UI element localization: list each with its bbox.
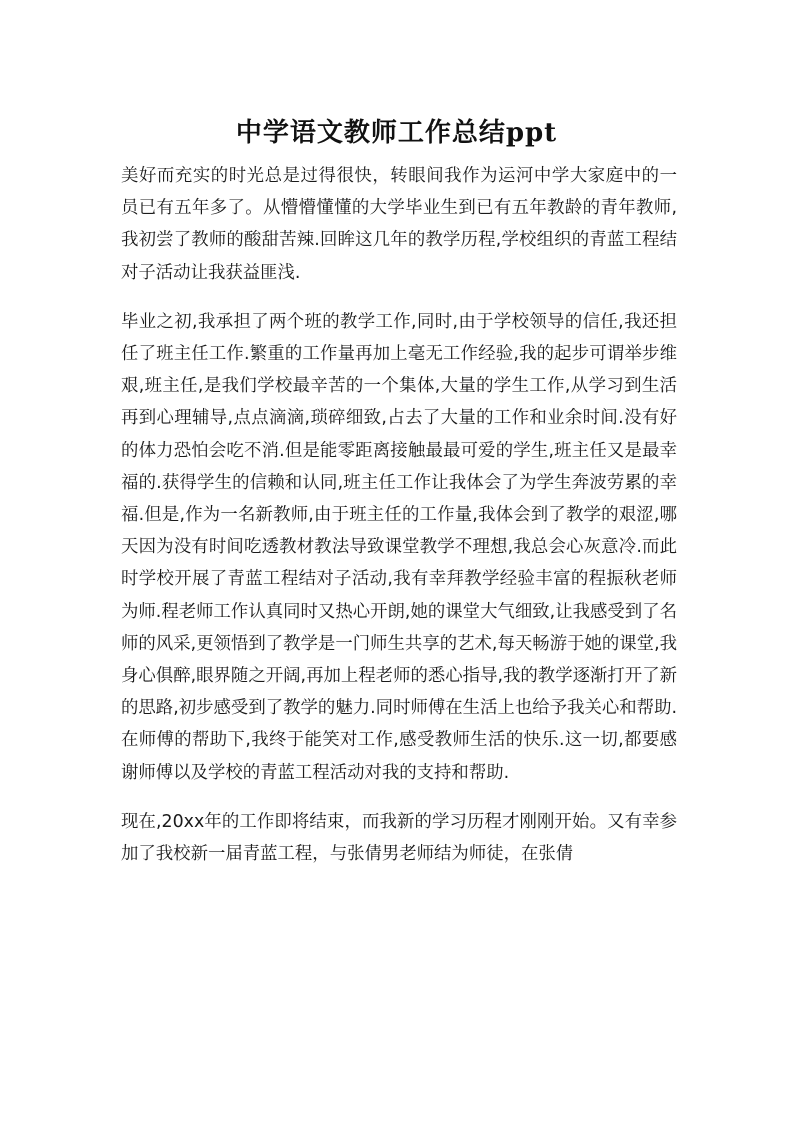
paragraph-graduation: 毕业之初,我承担了两个班的教学工作,同时,由于学校领导的信任,我还担任了班主任工作.繁重的工作量再加上毫无工作经验,我的起步可谓举步维艰,班主任,是我们学校最辛苦的一个集体,大量的学生工作,从学习到生活再到心理辅导,点点滴滴,琐碎细致,占去了大量的工作和业余时间.没有好的体力恐怕会吃不消.但是能零距离接触最最可爱的学生,班主任又是最幸福的.获得学生的信赖和认同,班主任工作让我体会了为学生奔波劳累的幸福.但是,作为一名新教师,由于班主任的工作量,我体会到了教学的艰涩,哪天因为没有时间吃透教材教法导致课堂教学不理想,我总会心灰意冷.而此时学校开展了青蓝工程结对子活动,我有幸拜教学经验丰富的程振秋老师为师.程老师工作认真同时又热心开朗,她的课堂大气细致,让我感受到了名师的风采,更领悟到了教学是一门师生共享的艺术,每天畅游于她的课堂,我身心俱醉,眼界随之开阔,再加上程老师的悉心指导,我的教学逐渐打开了新的思路,初步感受到了教学的魅力.同时师傅在生活上也给予我关心和帮助.在师傅的帮助下,我终于能笑对工作,感受教师生活的快乐.这一切,都要感谢师傅以及学校的青蓝工程活动对我的支持和帮助. xyxy=(121,311,678,783)
paragraph-intro: 美好而充实的时光总是过得很快，转眼间我作为运河中学大家庭中的一员已有五年多了。从懵懵懂懂的大学毕业生到已有五年教龄的青年教师,我初尝了教师的酸甜苦辣.回眸这几年的教学历程,学校组织的青蓝工程结对子活动让我获益匪浅. xyxy=(121,166,677,283)
paragraph-current: 现在,20xx年的工作即将结束，而我新的学习历程才刚刚开始。又有幸参加了我校新一届青蓝工程，与张倩男老师结为师徒，在张倩 xyxy=(121,811,677,865)
document-title: 中学语文教师工作总结ppt xyxy=(235,118,558,149)
document-body xyxy=(121,160,677,887)
